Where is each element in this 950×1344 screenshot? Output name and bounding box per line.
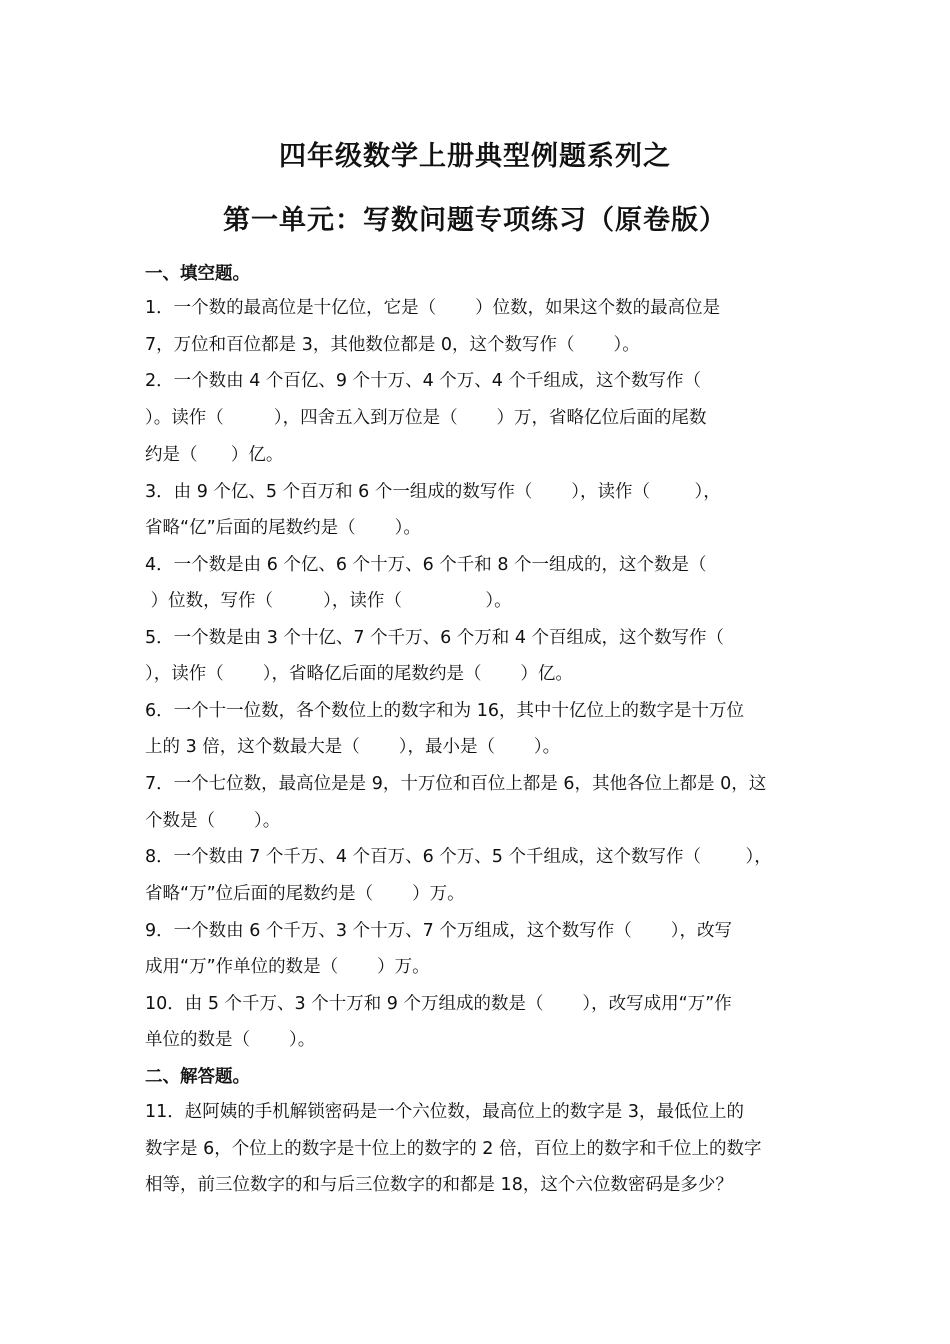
question-1-line-2: 7，万位和百位都是 3，其他数位都是 0，这个数写作（ ）。 <box>145 335 640 355</box>
question-10-line-1: 10．由 5 个千万、3 个十万和 9 个万组成的数是（ ），改写成用“万”作 <box>145 994 732 1014</box>
question-11-line-1: 11．赵阿姨的手机解锁密码是一个六位数，最高位上的数字是 3，最低位上的 <box>145 1102 744 1122</box>
question-11-line-3: 相等，前三位数字的和与后三位数字的和都是 18，这个六位数密码是多少？ <box>145 1175 733 1195</box>
question-2-line-1: 2．一个数由 4 个百亿、9 个十万、4 个万、4 个千组成，这个数写作（ <box>145 371 701 391</box>
question-3-line-1: 3．由 9 个亿、5 个百万和 6 个一组成的数写作（ ），读作（ ）， <box>145 482 721 502</box>
question-5-line-1: 5．一个数是由 3 个十亿、7 个千万、6 个万和 4 个百组成，这个数写作（ <box>145 628 725 648</box>
document-title: 四年级数学上册典型例题系列之 <box>279 141 671 172</box>
question-6-line-1: 6．一个十一位数，各个数位上的数字和为 16，其中十亿位上的数字是十万位 <box>145 701 744 721</box>
question-3-line-2: 省略“亿”后面的尾数约是（ ）。 <box>145 518 421 538</box>
question-2-line-2: ）。读作（ ），四舍五入到万位是（ ）万，省略亿位后面的尾数 <box>145 408 707 428</box>
question-1-line-1: 1．一个数的最高位是十亿位，它是（ ）位数，如果这个数的最高位是 <box>145 298 721 318</box>
question-6-line-2: 上的 3 倍，这个数最大是（ ），最小是（ ）。 <box>145 737 561 757</box>
question-8-line-1: 8．一个数由 7 个千万、4 个百万、6 个万、5 个千组成，这个数写作（ ）， <box>145 847 772 867</box>
question-11-line-2: 数字是 6，个位上的数字是十位上的数字的 2 倍，百位上的数字和千位上的数字 <box>145 1139 762 1159</box>
question-4-line-2: ）位数，写作（ ），读作（ ）。 <box>145 591 512 611</box>
question-9-line-1: 9．一个数由 6 个千万、3 个十万、7 个万组成，这个数写作（ ），改写 <box>145 921 732 941</box>
document-subtitle: 第一单元：写数问题专项练习（原卷版） <box>223 205 727 236</box>
question-9-line-2: 成用“万”作单位的数是（ ）万。 <box>145 957 430 977</box>
question-2-line-3: 约是（ ）亿。 <box>145 445 284 465</box>
question-7-line-2: 个数是（ ）。 <box>145 811 281 831</box>
question-4-line-1: 4．一个数是由 6 个亿、6 个十万、6 个千和 8 个一组成的，这个数是（ <box>145 555 707 575</box>
section-heading-fill-blank: 一、填空题。 <box>145 264 250 284</box>
question-7-line-1: 7．一个七位数，最高位是是 9，十万位和百位上都是 6，其他各位上都是 0，这 <box>145 774 767 794</box>
section-heading-solve: 二、解答题。 <box>145 1067 250 1087</box>
question-5-line-2: ），读作（ ），省略亿后面的尾数约是（ ）亿。 <box>145 664 573 684</box>
question-10-line-2: 单位的数是（ ）。 <box>145 1030 316 1050</box>
question-8-line-2: 省略“万”位后面的尾数约是（ ）万。 <box>145 884 465 904</box>
